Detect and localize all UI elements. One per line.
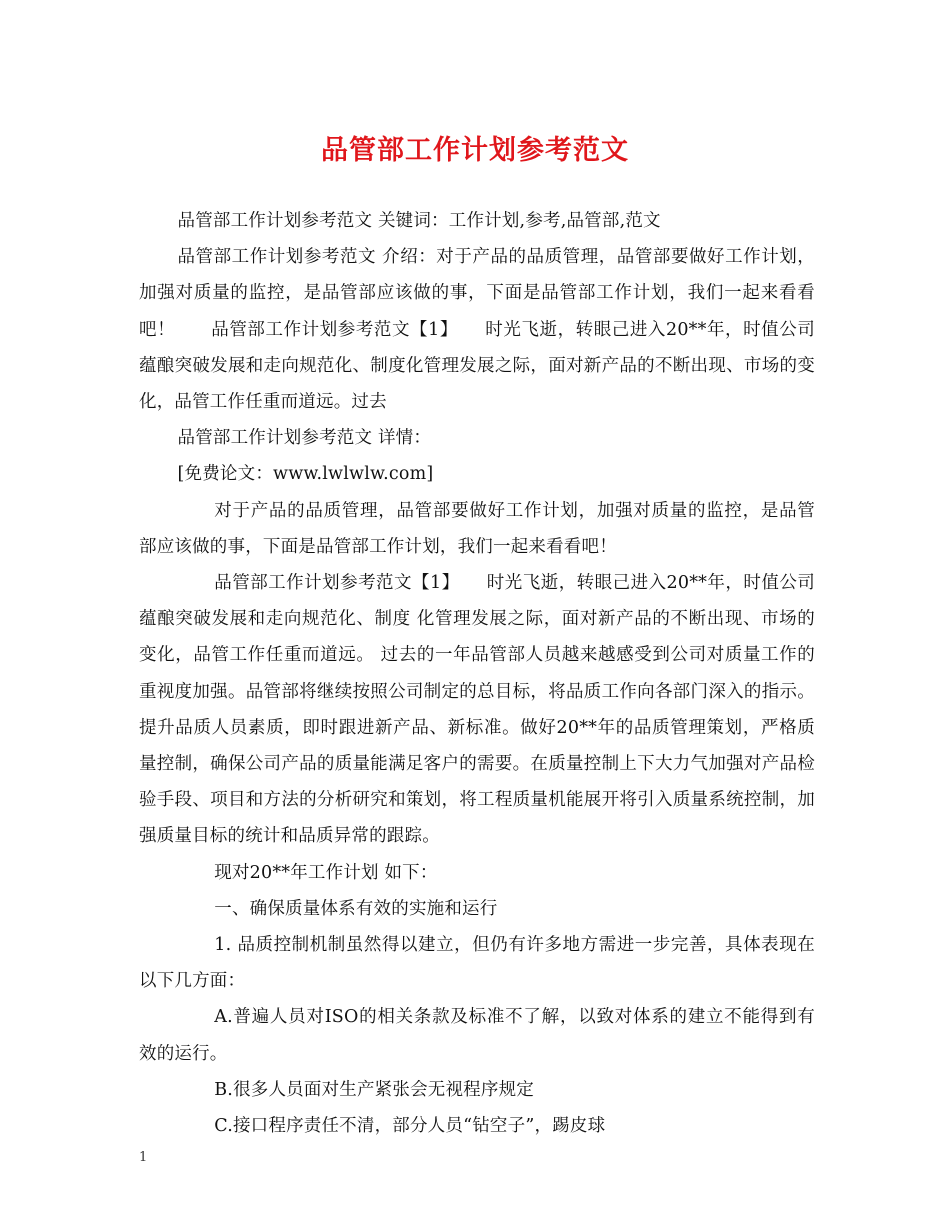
paragraph-1: 对于产品的品质管理，品管部要做好工作计划，加强对质量的监控，是品管部应该做的事，下面是品管部工作计划，我们一起来看看吧！ (139, 500, 815, 557)
document-title: 品管部工作计划参考范文 (321, 135, 629, 166)
intro-paragraph: 品管部工作计划参考范文 介绍：对于产品的品质管理，品管部要做好工作计划，加强对质量的监控，是品管部应该做的事，下面是品管部工作计划，我们一起来看看吧！ 品管部工作计划参考范文【1】 时光飞逝，转眼己进入20**年，时值公司蕴酿突破发展和走向规范化、制度化管理发展之际，面对新产品的不断出现、市场的变化，品管工作任重而道远。过去 (139, 247, 815, 413)
plan-line: 现对20**年工作计划 如下： (214, 862, 438, 883)
list-item-c: C.接口程序责任不清，部分人员“钻空子”，踢皮球 (214, 1116, 606, 1137)
page-number: 1 (139, 1150, 148, 1165)
paragraph-2: 品管部工作计划参考范文【1】 时光飞逝，转眼己进入20**年，时值公司蕴酿突破发展和走向规范化、制度 化管理发展之际，面对新产品的不断出现、市场的变化，品管工作任重而道远。 过去的一年品管部人员越来越感受到公司对质量工作的重视度加强。品管部将继续按照公司制定的总目标，将品质工作向各部门深入的指示。提升品质人员素质，即时跟进新产品、新标准。做好20**年的品质管理策划，严格质量控制，确保公司产品的质量能满足客户的需要。在质量控制上下大力气加强对产品检验手段、项目和方法的分析研究和策划，将工程质量机能展开将引入质量系统控制，加强质量目标的统计和品质异常的跟踪。 (139, 573, 815, 847)
document-body (139, 203, 815, 1144)
keywords-line: 品管部工作计划参考范文 关键词：工作计划,参考,品管部,范文 (177, 211, 661, 231)
list-item-a: A.普遍人员对ISO的相关条款及标准不了解，以致对体系的建立不能得到有效的运行。 (139, 1007, 815, 1064)
section-heading-1: 一、确保质量体系有效的实施和运行 (214, 898, 498, 919)
list-item-b: B.很多人员面对生产紧张会无视程序规定 (214, 1079, 534, 1100)
source-note: [免费论文：www.lwlwlw.com] (177, 464, 434, 485)
details-label: 品管部工作计划参考范文 详情： (177, 428, 432, 449)
list-item-1: 1. 品质控制机制虽然得以建立，但仍有许多地方需进一步完善，具体表现在以下几方面： (139, 935, 815, 992)
